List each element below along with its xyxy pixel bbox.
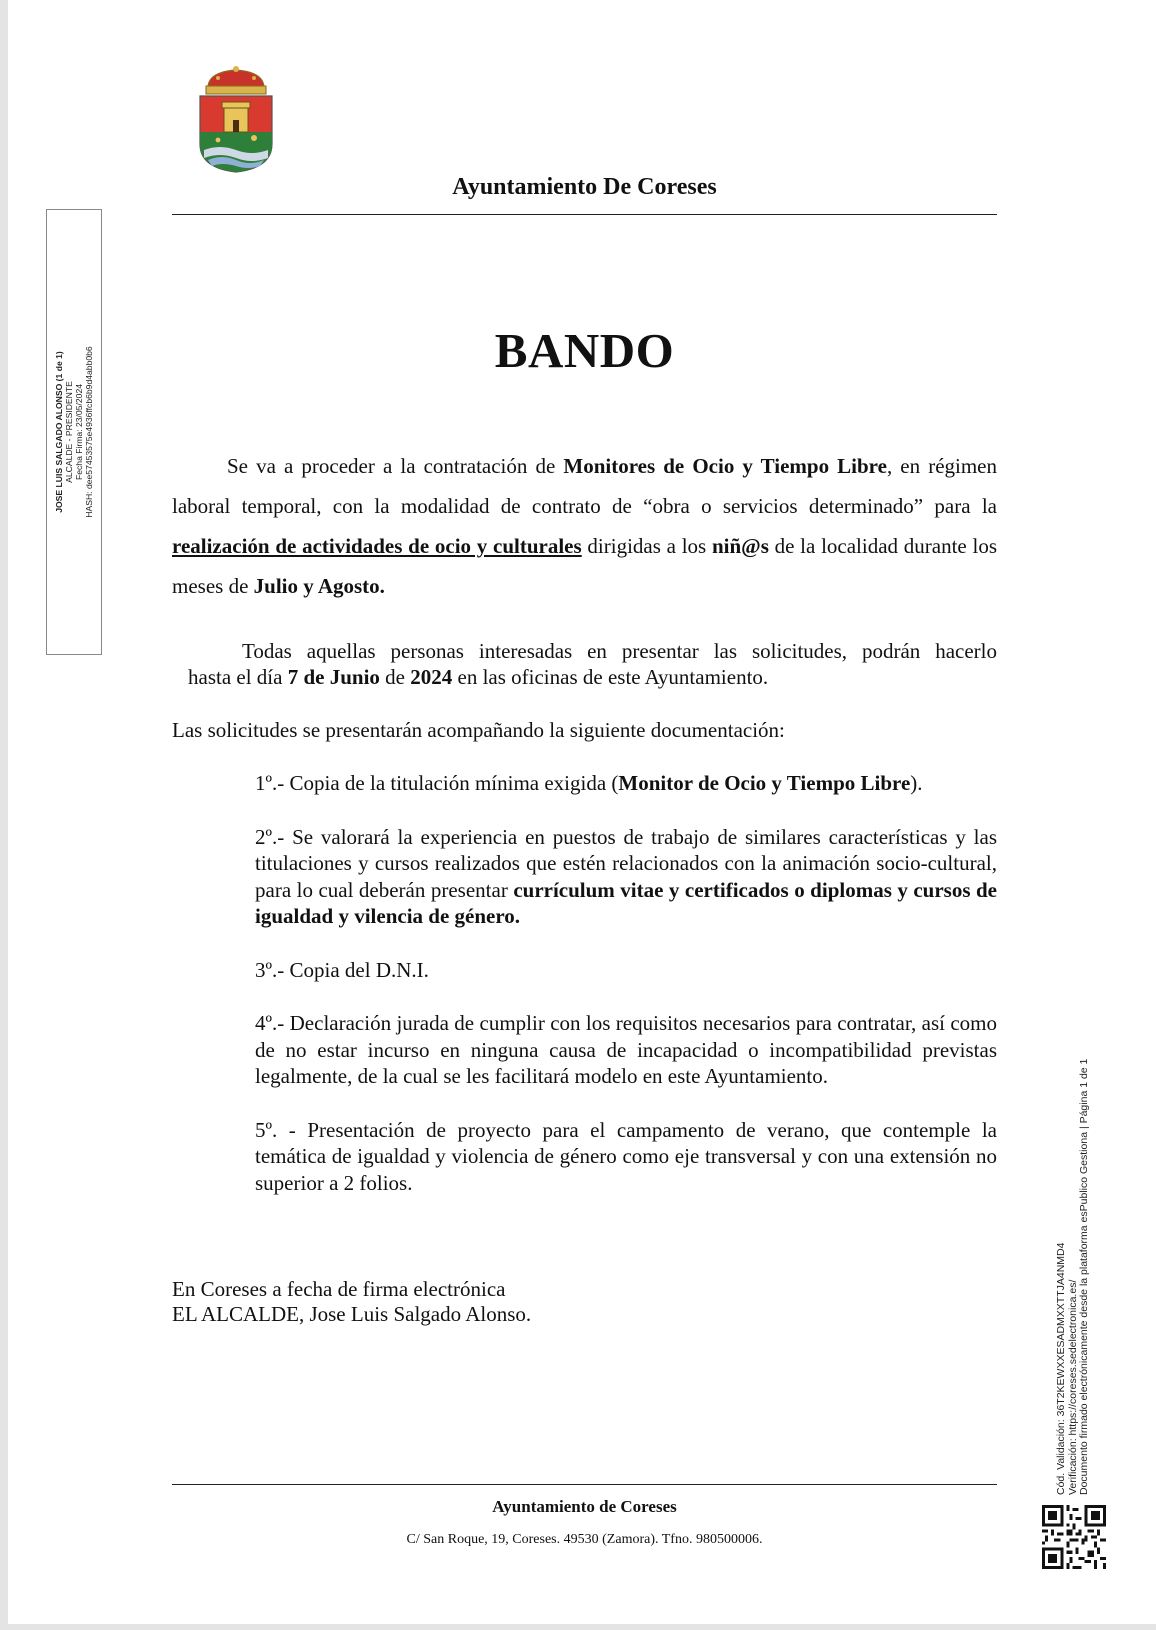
document-heading: BANDO [494,323,675,378]
page-bottom-edge [0,1624,1156,1630]
list-item [255,957,997,984]
paragraph-2 [172,638,997,690]
documentation-list [255,770,997,1223]
qr-code-icon[interactable] [1042,1505,1106,1569]
signer-role: ALCALDE - PRESIDENTE [64,381,74,483]
paragraph-1-text: dirigidas a los [581,534,712,558]
list-item-text: 4º.- Declaración jurada de cumplir con los requisitos necesarios para contratar, así como de no estar incurso en ninguna causa de incapacidad o incompatibilidad previstas legalmente, de la cual se les facilitará modelo en este Ayuntamiento. [255,1011,997,1088]
paragraph-2-text: en las oficinas de este Ayuntamiento. [452,665,769,689]
paragraph-1-bold: niñ@s [711,534,769,558]
list-item [255,824,997,930]
list-item-bold: Monitor de Ocio y Tiempo Libre [618,771,911,795]
list-item [255,1010,997,1090]
list-item-text: 5º. - Presentación de proyecto para el campamento de verano, que contemple la temática de igualdad y violencia de género como eje transversal y con una extensión no superior a 2 folios. [255,1117,997,1195]
paragraph-2-line-2 [172,664,997,690]
closing-line: EL ALCALDE, Jose Luis Salgado Alonso. [172,1302,532,1326]
paragraph-2-line-1: Todas aquellas personas interesadas en presentar las solicitudes, podrán hacerlo [242,639,997,663]
paragraph-2-bold: 2024 [410,665,453,689]
paragraph-1-bold: Monitores de Ocio y Tiempo Libre [563,454,887,478]
paragraph-1-underlined: realización de actividades de ocio y culturales [172,534,582,558]
paragraph-1-text: de la localidad durante los meses de [172,534,997,598]
validation-platform: Documento firmado electrónicamente desde la plataforma esPublico Gestiona | Página 1 de 1 [1078,1058,1090,1495]
paragraph-1-text: Se va a proceder a la contratación de [227,454,564,478]
signature-date: Fecha Firma: 23/05/2024 [74,383,84,481]
validation-code: Cód. Validación: 36T2KEWXXESADMXXTTJA4NMD4 [1055,1242,1067,1495]
list-item-bold: currículum vitae y certificados o diplomas y cursos de igualdad y vilencia de género. [255,877,998,928]
signer-name: JOSE LUIS SALGADO ALONSO (1 de 1) [54,351,64,513]
validation-url: Verificación: https://coreses.sedelectronica.es/ [1066,1279,1079,1495]
list-item [255,1117,997,1197]
list-item [255,770,997,797]
documentation-intro: Las solicitudes se presentarán acompañando la siguiente documentación: [172,718,785,742]
signature-stamp [46,209,102,655]
page-left-edge [0,0,8,1630]
signature-stamp-text [54,217,94,647]
closing-line: En Coreses a fecha de firma electrónica [172,1277,506,1301]
footer-title: Ayuntamiento de Coreses [492,1497,677,1516]
header-title: Ayuntamiento De Coreses [452,174,717,200]
paragraph-2-text: de [379,665,411,689]
validation-text [1056,1015,1091,1495]
coat-of-arms-icon [194,66,278,174]
paragraph-1 [172,446,997,606]
list-item-text: 1º.- Copia de la titulación mínima exigida ( [255,771,619,795]
list-item-text: 2º.- Se valorará la experiencia en puestos de trabajo de similares características y las titulaciones y cursos realizados que estén relacionados con la animación socio-cultural, para lo cual deberán presentar [255,824,997,902]
closing-signature [172,1277,531,1327]
signature-hash: HASH: dee57453575e4936ffcb6b9d4abb0b6 [84,346,94,518]
paragraph-1-bold: Julio y Agosto. [253,574,385,598]
list-item-text: ). [910,771,923,795]
paragraph-1-text: , en régimen laboral temporal, con la modalidad de contrato de “obra o servicios determinado” para la [172,454,998,518]
paragraph-2-bold: 7 de Junio [287,665,380,689]
paragraph-2-text: hasta el día [188,665,288,689]
header-divider [172,214,997,215]
list-item-text: 3º.- Copia del D.N.I. [255,957,429,982]
footer-divider [172,1484,997,1485]
footer-address: C/ San Roque, 19, Coreses. 49530 (Zamora). Tfno. 980500006. [406,1532,763,1547]
